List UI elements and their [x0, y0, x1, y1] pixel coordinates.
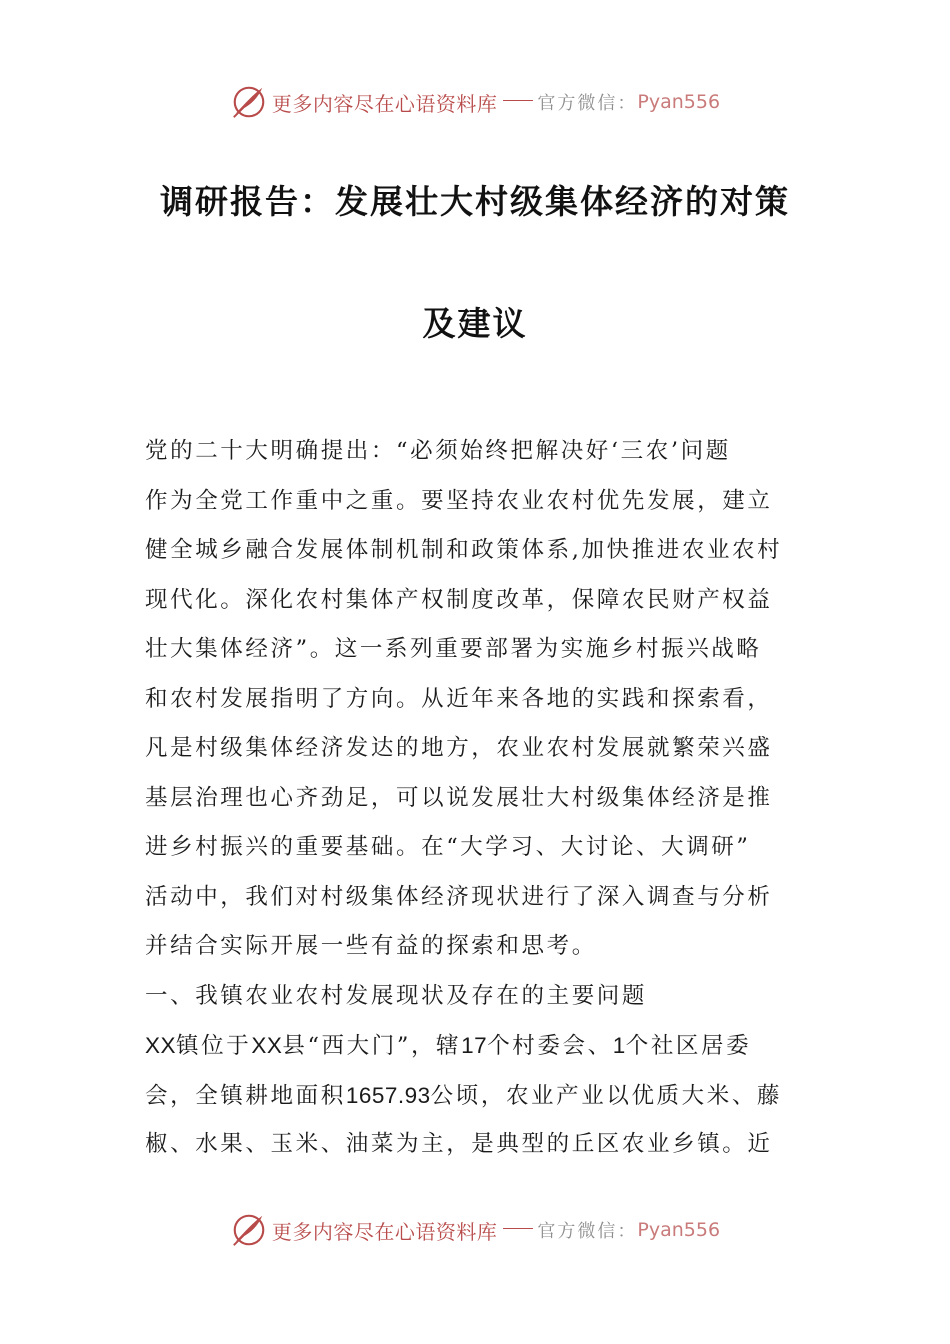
- body-line: 基层治理也心齐劲足，可以说发展壮大村级集体经济是推: [145, 784, 773, 811]
- banner-wechat-id: Pyan556: [637, 91, 721, 113]
- section-heading: 一、我镇农业农村发展现状及存在的主要问题: [145, 982, 648, 1009]
- header-banner: [0, 80, 950, 124]
- body-line: 进乡村振兴的重要基础。在“大学习、大讨论、大调研”: [145, 834, 751, 860]
- banner-text: 更多内容尽在心语资料库: [271, 91, 498, 116]
- banner-text: 更多内容尽在心语资料库: [271, 1219, 498, 1244]
- banner-dash: [503, 100, 533, 101]
- banner-subtitle: 官方微信：: [537, 93, 638, 114]
- feather-pen-circle-icon: [230, 1211, 268, 1249]
- body-line: 健全城乡融合发展体制机制和政策体系,加快推进农业农村: [145, 537, 783, 563]
- body-line: 椒、水果、玉米、油菜为主，是典型的丘区农业乡镇。近: [145, 1131, 773, 1157]
- body-line: 和农村发展指明了方向。从近年来各地的实践和探索看，: [145, 685, 773, 712]
- banner-subtitle: 官方微信：: [537, 1221, 638, 1242]
- body-line: 壮大集体经济”。这一系列重要部署为实施乡村振兴战略: [145, 636, 762, 662]
- footer-banner: [0, 1208, 950, 1252]
- body-line: 活动中，我们对村级集体经济现状进行了深入调查与分析: [145, 883, 773, 910]
- document-title-line-2: 及建议: [422, 304, 528, 343]
- feather-pen-circle-icon: [230, 83, 268, 121]
- body-line: 并结合实际开展一些有益的探索和思考。: [145, 933, 597, 959]
- banner-dash: [503, 1228, 533, 1229]
- document-body: [145, 427, 807, 1170]
- body-line: 党的二十大明确提出：“必须始终把解决好‘三农’问题: [145, 438, 731, 464]
- banner-wechat-id: Pyan556: [637, 1219, 721, 1241]
- body-line: XX镇位于XX县“西大门”，辖17个村委会、1个社区居委: [145, 1033, 752, 1059]
- body-line: 现代化。深化农村集体产权制度改革，保障农民财产权益: [145, 586, 773, 613]
- document-title-line-1: 调研报告：发展壮大村级集体经济的对策: [160, 182, 790, 221]
- body-line: 凡是村级集体经济发达的地方，农业农村发展就繁荣兴盛: [145, 735, 773, 761]
- body-line: 会，全镇耕地面积1657.93公顷，农业产业以优质大米、藤: [145, 1082, 783, 1109]
- body-line: 作为全党工作重中之重。要坚持农业农村优先发展，建立: [145, 487, 773, 514]
